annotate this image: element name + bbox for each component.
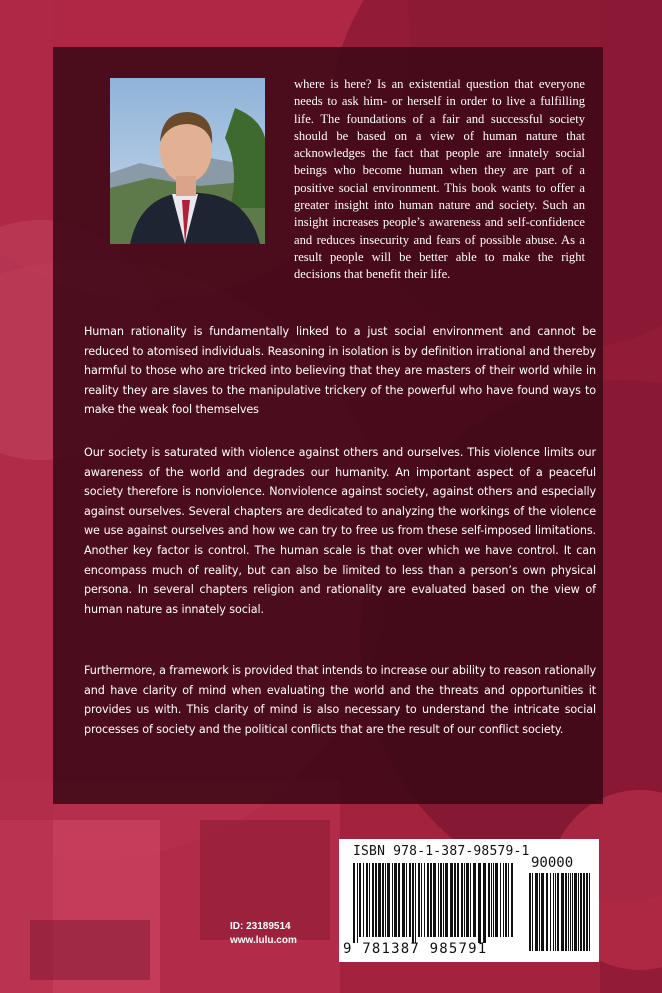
barcode-bar — [511, 863, 513, 937]
barcode-bar — [369, 863, 370, 937]
barcode-bar — [578, 873, 579, 951]
barcode-bar — [500, 863, 501, 937]
barcode-bar — [421, 863, 422, 937]
barcode-bar — [392, 863, 393, 937]
barcode-bar — [382, 863, 384, 937]
barcode-bar — [493, 863, 494, 937]
paragraph-violence: Our society is saturated with violence against others and ourselves. This violence limits our awareness of the world and degrades our humanity. An important aspect of a peaceful society therefore is nonviolence. Nonviolence against society, against others and especially against ourselves. Several chapters are dedicated to analyzing the workings of the violence we use against ourselves and how we can try to free us from these self-imposed limitations. Another key factor is control. The human scale is that over which we have control. It can encompass much of reality, but can also be limited to less than a person’s own physical persona. In several chapters religion and rationality are evaluated based on the view of human nature as innately social. — [84, 446, 596, 616]
barcode-bar — [532, 873, 533, 951]
barcode-bar — [445, 863, 448, 937]
paragraph-rationality: Human rationality is fundamentally linked to a just social environment and cannot be reduced to atomised individuals. Reasoning in isolation is by definition irrational and thereby harmful to those who are tricked into believing that they are masters of their world while in reality they are slaves to the manipulative trickery of the powerful who have found ways to make the weak fool themselves — [84, 325, 596, 417]
barcode-bar — [470, 863, 471, 937]
isbn-label: ISBN 978-1-387-98579-1 — [353, 844, 530, 859]
barcode-bar — [546, 873, 548, 951]
barcode-bar — [555, 873, 556, 951]
barcode-bar — [412, 863, 414, 943]
publisher-id: ID: 23189514 — [230, 921, 291, 932]
publisher-site: www.lulu.com — [230, 935, 297, 946]
barcode-bar — [438, 863, 439, 937]
publisher-info — [200, 920, 350, 948]
barcode-bar — [505, 863, 507, 937]
barcode-bar — [394, 863, 397, 937]
author-photo — [110, 78, 265, 244]
barcode-bar — [473, 863, 476, 937]
price-addon: 90000 — [531, 855, 574, 871]
barcode-bar — [357, 863, 358, 943]
barcode-bar — [561, 873, 564, 951]
barcode-bar — [409, 863, 411, 937]
barcode-bar — [440, 863, 442, 937]
barcode-bar — [427, 863, 429, 937]
barcode-bar — [363, 863, 364, 937]
paragraph-framework: Furthermore, a framework is provided that intends to increase our ability to reason rationally and have clarity of mind when evaluating the world and the threats and opportunities it provides us with. This clarity of mind is also necessary to understand the intricate social processes of society and the political conflicts that are the result of our conflict society. — [84, 664, 596, 736]
barcode-bar — [557, 873, 559, 951]
barcode-bar — [375, 863, 377, 937]
barcode-bar — [378, 863, 381, 937]
intro-text: where is here? Is an existential question that everyone needs to ask him- or herself in order to live a fulfilling life. The foundations of a fair and successful society should be based on a view of human nature that acknowledges the fact that people are innately social beings who become human when they are part of a positive social environment. This book wants to offer a greater insight into human nature and society. Such an insight increases people’s awareness and self-confidence and reduces insecurity and fears of possible abuse. As a result people will be better able to make the right decisions that benefit their life. — [294, 77, 585, 282]
barcode-bar — [478, 863, 481, 943]
isbn-barcode — [339, 839, 599, 962]
barcode-bar — [580, 873, 582, 951]
barcode-bar — [353, 863, 355, 943]
barcode-bar — [454, 863, 456, 937]
barcode-bar — [570, 873, 571, 951]
barcode-bar — [461, 863, 463, 937]
barcode-bar — [583, 873, 585, 951]
barcode-bar — [535, 873, 538, 951]
barcode-bar — [424, 863, 425, 937]
barcode-bar — [433, 863, 436, 937]
barcode-bar — [398, 863, 400, 937]
barcode-bar — [483, 863, 486, 943]
barcode-bar — [387, 863, 390, 937]
barcode-bar — [550, 873, 551, 951]
barcode-bar — [443, 863, 444, 937]
barcode-bar — [574, 873, 577, 951]
barcode-bar — [586, 873, 588, 951]
barcode-bar — [430, 863, 432, 937]
barcode-bar — [418, 863, 420, 937]
barcode-bar — [529, 873, 531, 951]
ean-digits: 9 781387 985791 — [343, 941, 488, 957]
barcode-bar — [572, 873, 573, 951]
barcode-bar — [402, 863, 405, 937]
barcode-bar — [488, 863, 490, 937]
barcode-bar — [406, 863, 407, 937]
barcode-bar — [539, 873, 540, 951]
barcode-bar — [366, 863, 368, 937]
barcode-bar — [359, 863, 361, 937]
barcode-bar — [491, 863, 492, 937]
barcode-bar — [553, 873, 554, 951]
barcode-bar — [415, 863, 416, 943]
barcode-bar — [372, 863, 374, 937]
barcode-bar — [508, 863, 509, 937]
barcode-bar — [385, 863, 386, 937]
barcode-bar — [541, 873, 544, 951]
barcode-bar — [568, 873, 569, 951]
barcode-bar — [466, 863, 469, 937]
barcode-bar — [450, 863, 453, 937]
barcode-bar — [457, 863, 459, 937]
barcode-bar — [589, 873, 590, 951]
barcode-bar — [464, 863, 465, 937]
barcode-bar — [495, 863, 498, 937]
barcode-bar — [503, 863, 504, 937]
barcode-bar — [565, 873, 567, 951]
